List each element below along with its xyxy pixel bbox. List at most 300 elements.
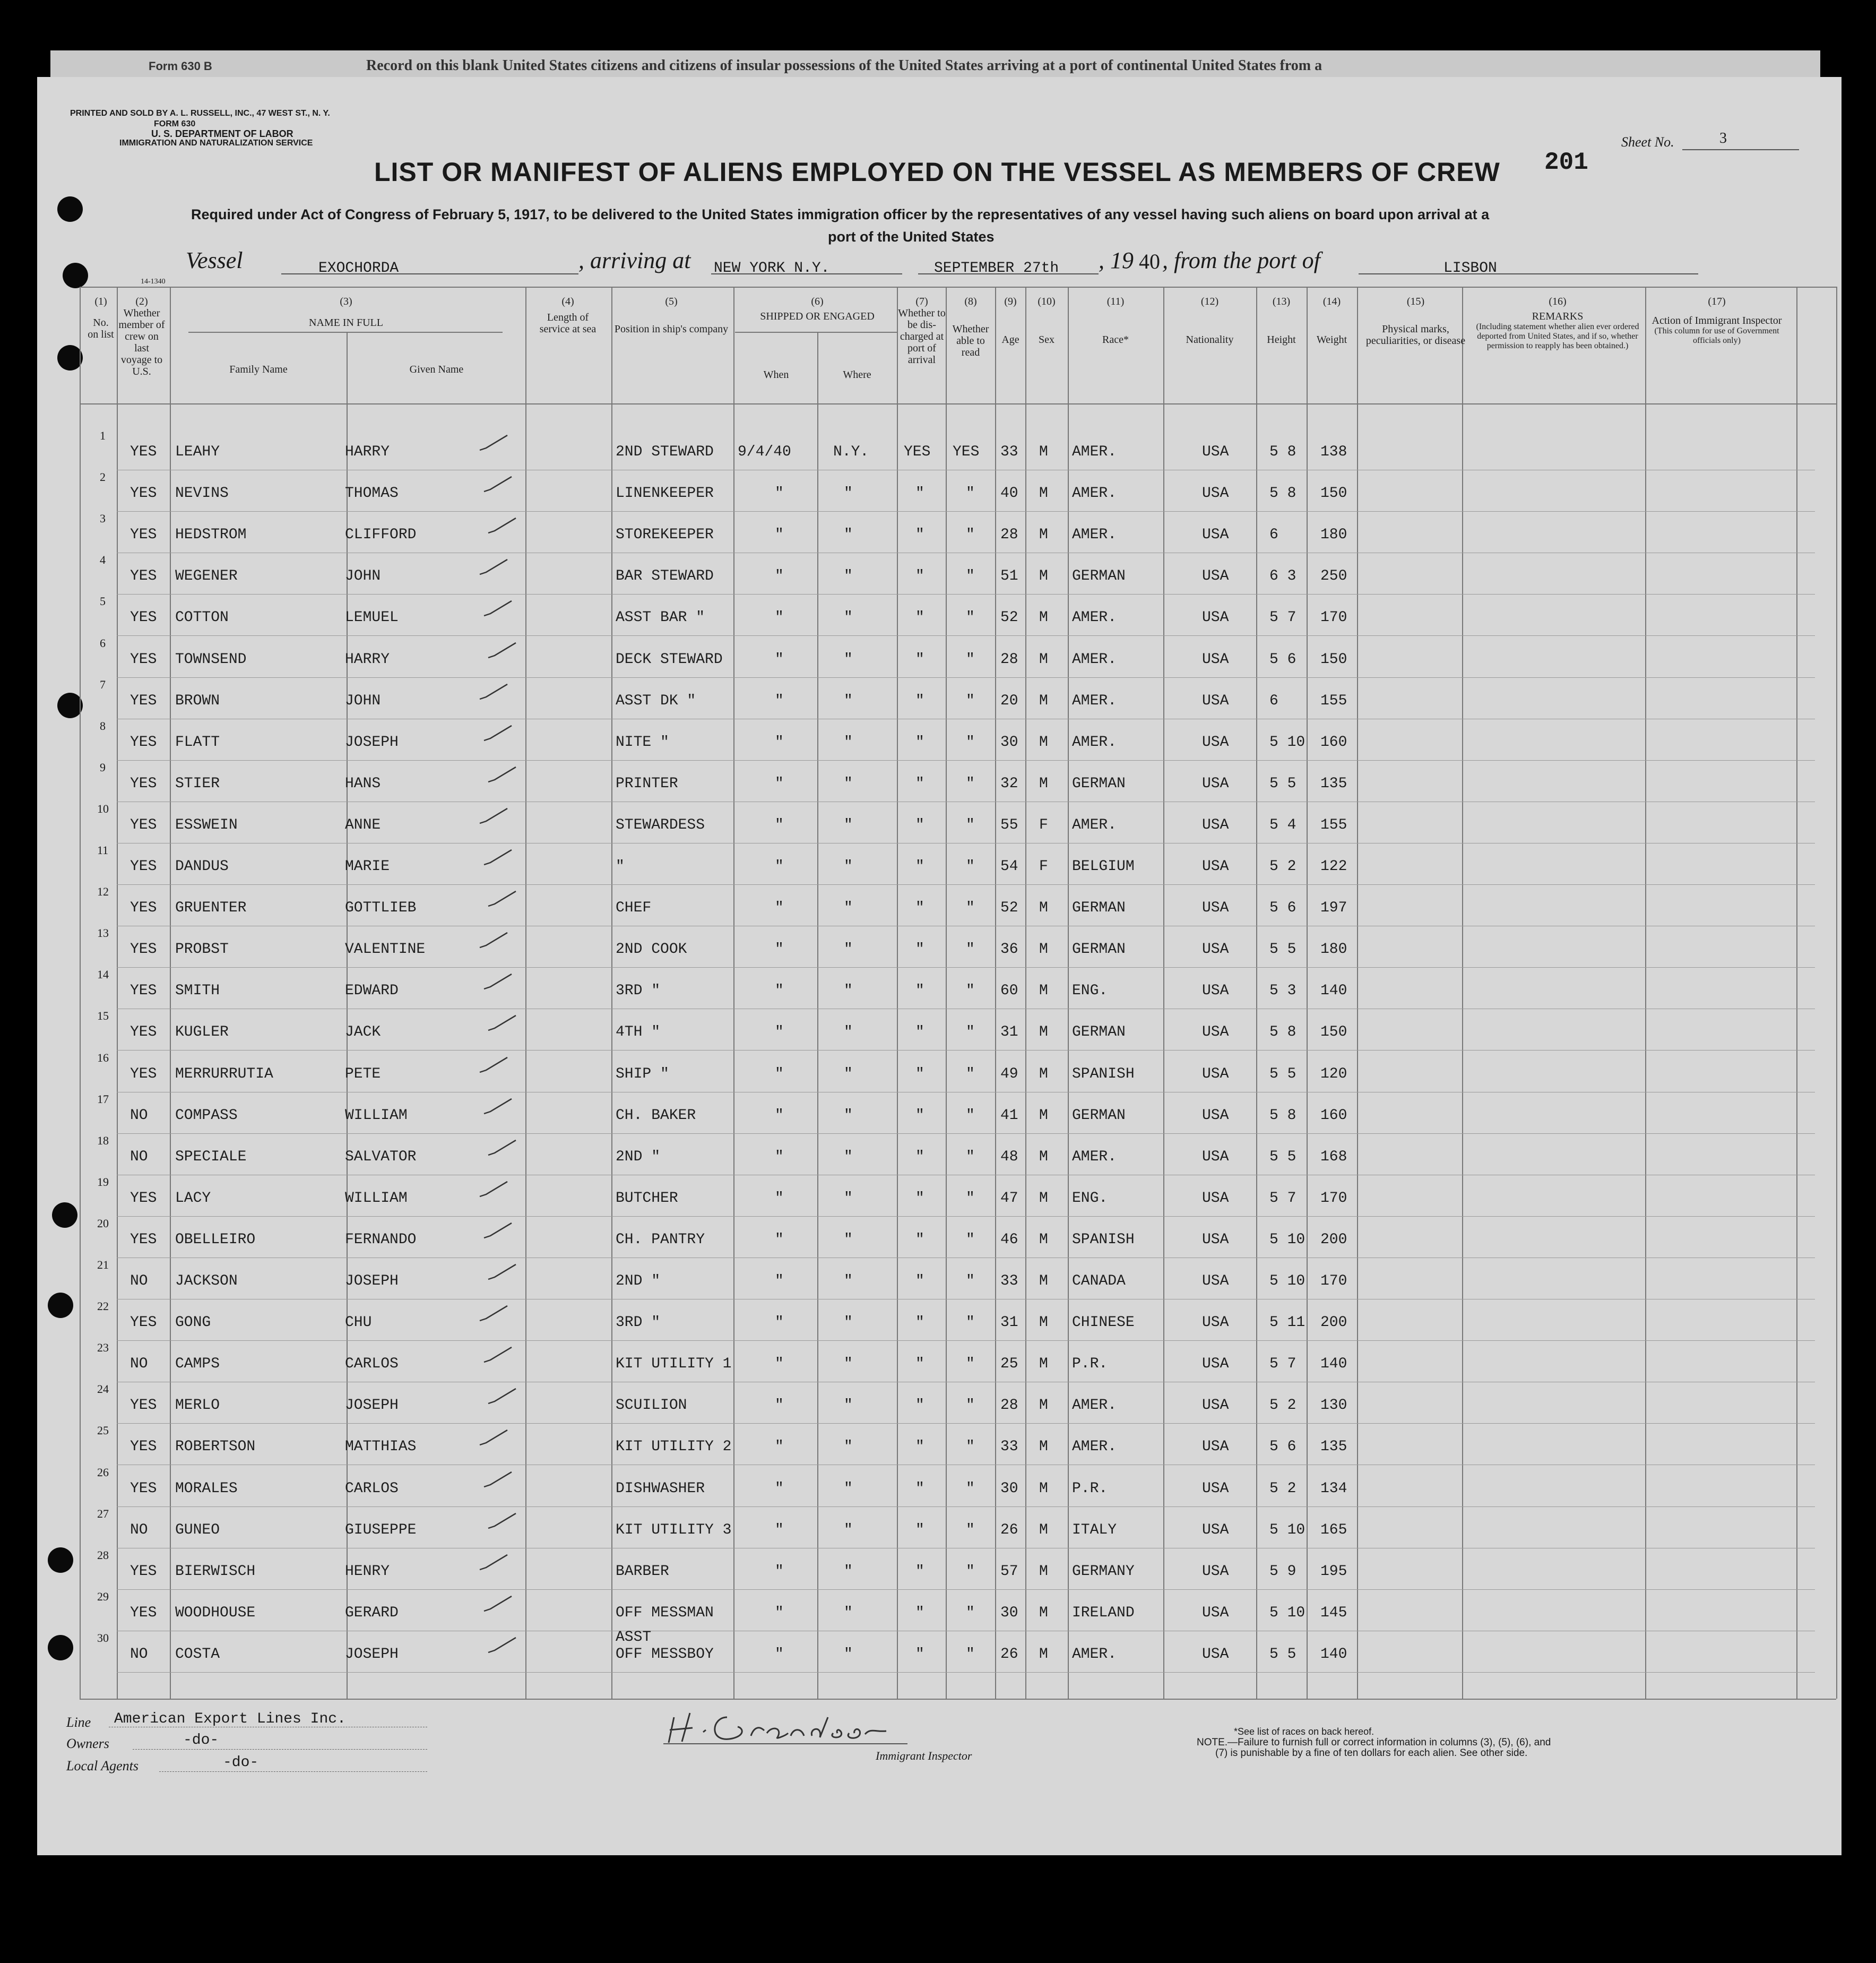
nationality-cell: USA [1202, 651, 1229, 668]
position-cell: 2ND STEWARD [616, 444, 714, 460]
check-mark-icon [486, 1634, 518, 1656]
position-cell: ASST DK " [616, 693, 696, 709]
where-header: Where [843, 369, 871, 381]
race-cell: AMER. [1072, 817, 1117, 833]
able-to-read-cell: " [966, 1273, 975, 1289]
shipped-where-cell: " [844, 651, 853, 668]
position-cell: ASST BAR " [616, 609, 705, 626]
shipped-when-cell: " [775, 527, 784, 543]
shipped-where-cell: " [844, 1563, 853, 1580]
able-to-read-cell: " [966, 900, 975, 916]
shipped-when-cell: " [775, 900, 784, 916]
owners-label: Owners [66, 1736, 109, 1751]
position-cell: KIT UTILITY 1 [616, 1356, 732, 1372]
discharged-cell: " [915, 693, 924, 709]
discharged-cell: " [915, 609, 924, 626]
discharged-cell: " [915, 568, 924, 584]
age-cell: 28 [1000, 527, 1018, 543]
when-header: When [763, 369, 789, 381]
check-mark-icon [486, 1012, 518, 1034]
race-cell: P.R. [1072, 1356, 1108, 1372]
punch-hole [63, 263, 88, 288]
nationality-cell: USA [1202, 817, 1229, 833]
shipped-where-cell: " [844, 1356, 853, 1372]
last-voyage-cell: YES [130, 1480, 157, 1497]
row-rule [117, 635, 1815, 636]
shipped-when-cell: " [775, 1480, 784, 1497]
col11-header: (11) Race* [1102, 296, 1129, 346]
row-rule [117, 1216, 1815, 1217]
shipped-where-cell: " [844, 1107, 853, 1124]
shipped-where-cell: " [844, 1522, 853, 1538]
nationality-cell: USA [1202, 1605, 1229, 1621]
table-row [37, 679, 1842, 719]
given-name-cell: HARRY [345, 651, 390, 668]
shipped-where-cell: " [844, 527, 853, 543]
position-cell: 3RD " [616, 983, 661, 999]
position-cell: DECK STEWARD [616, 651, 723, 668]
shipped-where-cell: " [844, 1480, 853, 1497]
height-cell: 5 8 [1269, 1024, 1296, 1040]
age-cell: 57 [1000, 1563, 1018, 1580]
check-mark-icon [482, 1469, 514, 1490]
position-cell: OFF MESSBOY [616, 1646, 714, 1663]
shipped-when-cell: " [775, 1605, 784, 1621]
owners-underline [133, 1749, 427, 1750]
table-row [37, 1259, 1842, 1299]
race-cell: ENG. [1072, 1190, 1108, 1207]
able-to-read-cell: " [966, 1356, 975, 1372]
nationality-cell: USA [1202, 858, 1229, 875]
position-cell-top: ASST [616, 1629, 652, 1646]
nationality-cell: USA [1202, 1190, 1229, 1207]
row-number: 12 [97, 885, 109, 898]
sex-cell: M [1039, 1439, 1048, 1455]
shipped-where-cell: " [844, 1190, 853, 1207]
height-cell: 5 2 [1269, 1480, 1296, 1497]
able-to-read-cell: " [966, 1107, 975, 1124]
race-cell: AMER. [1072, 1149, 1117, 1165]
row-number: 23 [97, 1341, 109, 1354]
check-mark-icon [486, 1261, 518, 1282]
row-number: 17 [97, 1092, 109, 1106]
family-name-cell: DANDUS [175, 858, 229, 875]
discharged-cell: " [915, 1149, 924, 1165]
table-row [37, 638, 1842, 678]
weight-cell: 200 [1320, 1232, 1347, 1248]
sex-cell: M [1039, 1190, 1048, 1207]
discharged-cell: " [915, 817, 924, 833]
family-name-cell: ESSWEIN [175, 817, 238, 833]
table-row [37, 1549, 1842, 1590]
row-number: 27 [97, 1507, 109, 1520]
note-races: *See list of races on back hereof. [1234, 1726, 1374, 1737]
shipped-where-cell: " [844, 1066, 853, 1082]
given-name-cell: VALENTINE [345, 941, 426, 958]
agents-label: Local Agents [66, 1758, 139, 1773]
table-row [37, 1629, 1842, 1673]
row-number: 8 [100, 719, 106, 733]
row-number: 15 [97, 1009, 109, 1022]
discharged-cell: " [915, 1273, 924, 1289]
given-name-cell: WILLIAM [345, 1107, 408, 1124]
nationality-cell: USA [1202, 527, 1229, 543]
weight-cell: 160 [1320, 734, 1347, 751]
row-number: 14 [97, 968, 109, 981]
sex-cell: M [1039, 609, 1048, 626]
shipped-where-cell: N.Y. [833, 444, 869, 460]
last-voyage-cell: YES [130, 1314, 157, 1331]
owners-value: -do- [183, 1732, 219, 1749]
discharged-cell: " [915, 1605, 924, 1621]
shipped-where-cell: " [844, 485, 853, 502]
punch-hole [57, 345, 83, 371]
col7-header: (7) Whether to be dis-charged at port of arrival [898, 296, 946, 366]
check-mark-icon [482, 1344, 514, 1365]
col8-header: (8) Whether able to read [952, 296, 989, 358]
sex-cell: M [1039, 1397, 1048, 1414]
check-mark-icon [486, 1385, 518, 1407]
col1-header: (1) No. on list [88, 296, 114, 340]
race-cell: BELGIUM [1072, 858, 1135, 875]
last-voyage-cell: YES [130, 941, 157, 958]
last-voyage-cell: NO [130, 1646, 148, 1663]
col17-header: (17) Action of Immigrant Inspector (This column for use of Government officials only) [1652, 296, 1782, 345]
height-cell: 5 5 [1269, 1066, 1296, 1082]
given-name-cell: GERARD [345, 1605, 399, 1621]
able-to-read-cell: " [966, 1646, 975, 1663]
family-name-cell: KUGLER [175, 1024, 229, 1040]
stamp-number: 201 [1544, 149, 1588, 176]
check-mark-icon [478, 1178, 509, 1200]
family-name-cell: LEAHY [175, 444, 220, 460]
sex-cell: F [1039, 817, 1048, 833]
sex-cell: M [1039, 444, 1048, 460]
nationality-cell: USA [1202, 1397, 1229, 1414]
able-to-read-cell: " [966, 1605, 975, 1621]
able-to-read-cell: " [966, 693, 975, 709]
shipped-where-cell: " [844, 1646, 853, 1663]
table-row [37, 845, 1842, 885]
height-cell: 5 8 [1269, 1107, 1296, 1124]
family-name-cell: NEVINS [175, 485, 229, 502]
able-to-read-cell: " [966, 1563, 975, 1580]
race-cell: AMER. [1072, 1397, 1117, 1414]
last-voyage-cell: NO [130, 1522, 148, 1538]
sex-cell: M [1039, 693, 1048, 709]
discharged-cell: " [915, 1190, 924, 1207]
row-number: 28 [97, 1548, 109, 1562]
check-mark-icon [486, 515, 518, 536]
shipped-where-cell: " [844, 1273, 853, 1289]
family-name-cell: STIER [175, 776, 220, 792]
able-to-read-cell: " [966, 941, 975, 958]
shipped-when-cell: " [775, 568, 784, 584]
shipped-when-cell: " [775, 1397, 784, 1414]
check-mark-icon [478, 1427, 509, 1448]
given-name-cell: MARIE [345, 858, 390, 875]
check-mark-icon [478, 1303, 509, 1324]
table-row [37, 1052, 1842, 1092]
sex-cell: M [1039, 485, 1048, 502]
year-prefix: , 19 [1099, 247, 1134, 273]
family-name-cell: MERLO [175, 1397, 220, 1414]
subtitle-line-2: port of the United States [828, 229, 995, 245]
height-cell: 5 7 [1269, 1190, 1296, 1207]
shipped-when-cell: " [775, 485, 784, 502]
able-to-read-cell: " [966, 1522, 975, 1538]
race-cell: AMER. [1072, 1646, 1117, 1663]
table-row [37, 1176, 1842, 1217]
table-top-border [80, 287, 1836, 288]
able-to-read-cell: " [966, 485, 975, 502]
given-name-cell: SALVATOR [345, 1149, 417, 1165]
sex-cell: M [1039, 1024, 1048, 1040]
age-cell: 47 [1000, 1190, 1018, 1207]
height-cell: 5 10 [1269, 1605, 1306, 1621]
given-name-cell: JOHN [345, 568, 381, 584]
race-cell: CANADA [1072, 1273, 1126, 1289]
family-name-cell: MORALES [175, 1480, 238, 1497]
family-name-cell: WOODHOUSE [175, 1605, 256, 1621]
age-cell: 54 [1000, 858, 1018, 875]
check-mark-icon [478, 929, 509, 951]
height-cell: 5 2 [1269, 858, 1296, 875]
weight-cell: 135 [1320, 1439, 1347, 1455]
row-rule [117, 511, 1815, 512]
shipped-where-cell: " [844, 609, 853, 626]
weight-cell: 150 [1320, 651, 1347, 668]
shipped-when-cell: " [775, 1563, 784, 1580]
weight-cell: 200 [1320, 1314, 1347, 1331]
family-name-cell: ROBERTSON [175, 1439, 256, 1455]
page-title: LIST OR MANIFEST OF ALIENS EMPLOYED ON THE VESSEL AS MEMBERS OF CREW [374, 157, 1500, 187]
row-number: 18 [97, 1134, 109, 1147]
row-number: 9 [100, 761, 106, 774]
position-cell: 3RD " [616, 1314, 661, 1331]
table-row [37, 927, 1842, 968]
height-cell: 5 5 [1269, 941, 1296, 958]
nationality-cell: USA [1202, 1273, 1229, 1289]
age-cell: 31 [1000, 1024, 1018, 1040]
family-name-cell: MERRURRUTIA [175, 1066, 273, 1082]
table-row [37, 430, 1842, 470]
race-cell: GERMAN [1072, 1107, 1126, 1124]
race-cell: CHINESE [1072, 1314, 1135, 1331]
age-cell: 30 [1000, 1480, 1018, 1497]
discharged-cell: " [915, 1522, 924, 1538]
discharged-cell: " [915, 1232, 924, 1248]
shipped-where-cell: " [844, 1314, 853, 1331]
table-row [37, 1218, 1842, 1258]
check-mark-icon [486, 640, 518, 661]
position-cell: " [616, 858, 625, 875]
nationality-cell: USA [1202, 900, 1229, 916]
given-name-cell: CARLOS [345, 1480, 399, 1497]
last-voyage-cell: YES [130, 568, 157, 584]
nationality-cell: USA [1202, 1356, 1229, 1372]
age-cell: 36 [1000, 941, 1018, 958]
age-cell: 30 [1000, 1605, 1018, 1621]
height-cell: 6 [1269, 527, 1278, 543]
discharged-cell: " [915, 1024, 924, 1040]
height-cell: 5 4 [1269, 817, 1296, 833]
position-cell: 2ND " [616, 1149, 661, 1165]
col16-header: (16) REMARKS (Including statement whether alien ever ordered deported from United States, and if so, whether permission to reapply has been obtained.) [1476, 296, 1639, 350]
row-number: 22 [97, 1299, 109, 1313]
given-name-cell: ANNE [345, 817, 381, 833]
last-voyage-cell: YES [130, 1024, 157, 1040]
height-cell: 5 10 [1269, 1232, 1306, 1248]
row-number: 6 [100, 636, 106, 650]
check-mark-icon [486, 1137, 518, 1158]
weight-cell: 120 [1320, 1066, 1347, 1082]
sheet-line [1682, 132, 1799, 150]
line-label: Line [66, 1715, 91, 1730]
discharged-cell: YES [904, 444, 931, 460]
form-number: FORM 630 [154, 119, 196, 128]
last-voyage-cell: YES [130, 609, 157, 626]
race-cell: GERMAN [1072, 568, 1126, 584]
position-cell: BAR STEWARD [616, 568, 714, 584]
family-name-cell: COTTON [175, 609, 229, 626]
shipped-when-cell: " [775, 1066, 784, 1082]
given-name-header: Given Name [409, 364, 464, 375]
shipped-when-cell: " [775, 941, 784, 958]
family-name-cell: SMITH [175, 983, 220, 999]
race-cell: AMER. [1072, 734, 1117, 751]
race-cell: AMER. [1072, 444, 1117, 460]
discharged-cell: " [915, 776, 924, 792]
able-to-read-cell: " [966, 568, 975, 584]
last-voyage-cell: YES [130, 734, 157, 751]
col4-header: (4) Length of service at sea [539, 296, 596, 335]
shipped-when-cell: " [775, 693, 784, 709]
check-mark-icon [478, 432, 509, 453]
position-cell: KIT UTILITY 2 [616, 1439, 732, 1455]
age-cell: 31 [1000, 1314, 1018, 1331]
discharged-cell: " [915, 1439, 924, 1455]
discharged-cell: " [915, 1066, 924, 1082]
height-cell: 5 5 [1269, 1149, 1296, 1165]
row-rule [117, 1133, 1815, 1134]
sex-cell: M [1039, 568, 1048, 584]
sex-cell: M [1039, 1605, 1048, 1621]
col15-header: (15) Physical marks, peculiarities, or disease [1365, 296, 1466, 347]
last-voyage-cell: YES [130, 1066, 157, 1082]
table-row [37, 1094, 1842, 1134]
height-cell: 5 6 [1269, 651, 1296, 668]
height-cell: 5 8 [1269, 444, 1296, 460]
table-row [37, 762, 1842, 802]
sex-cell: M [1039, 734, 1048, 751]
row-rule [117, 1506, 1815, 1507]
note-line-2: (7) is punishable by a fine of ten dollars for each alien. See other side. [1215, 1747, 1528, 1759]
last-voyage-cell: YES [130, 485, 157, 502]
height-cell: 5 2 [1269, 1397, 1296, 1414]
able-to-read-cell: " [966, 1314, 975, 1331]
discharged-cell: " [915, 941, 924, 958]
able-to-read-cell: " [966, 527, 975, 543]
row-number: 16 [97, 1051, 109, 1064]
row-number: 1 [100, 429, 106, 442]
sex-cell: M [1039, 1356, 1048, 1372]
height-cell: 5 7 [1269, 1356, 1296, 1372]
age-cell: 48 [1000, 1149, 1018, 1165]
discharged-cell: " [915, 651, 924, 668]
sex-cell: M [1039, 776, 1048, 792]
weight-cell: 140 [1320, 983, 1347, 999]
race-cell: P.R. [1072, 1480, 1108, 1497]
shipped-when-cell: " [775, 858, 784, 875]
sex-cell: M [1039, 1066, 1048, 1082]
col13-header: (13) Height [1267, 296, 1296, 346]
nationality-cell: USA [1202, 693, 1229, 709]
given-name-cell: HARRY [345, 444, 390, 460]
table-bottom-border [80, 1699, 1836, 1700]
check-mark-icon [486, 764, 518, 785]
position-cell: CH. PANTRY [616, 1232, 705, 1248]
age-cell: 46 [1000, 1232, 1018, 1248]
age-cell: 26 [1000, 1522, 1018, 1538]
table-row [37, 1425, 1842, 1465]
subtitle-line-1: Required under Act of Congress of February 5, 1917, to be delivered to the United States immigration officer by the representatives of any vessel having such aliens on board upon arrival at a [191, 206, 1490, 222]
position-cell: DISHWASHER [616, 1480, 705, 1497]
check-mark-icon [482, 722, 514, 744]
family-name-cell: JACKSON [175, 1273, 238, 1289]
discharged-cell: " [915, 734, 924, 751]
given-name-cell: GIUSEPPE [345, 1522, 417, 1538]
table-row [37, 513, 1842, 553]
position-cell: LINENKEEPER [616, 485, 714, 502]
given-name-cell: CARLOS [345, 1356, 399, 1372]
nationality-cell: USA [1202, 941, 1229, 958]
last-voyage-cell: YES [130, 527, 157, 543]
from-port-underline [1359, 257, 1698, 274]
family-name-cell: GONG [175, 1314, 211, 1331]
last-voyage-cell: YES [130, 1232, 157, 1248]
sheet-label: Sheet No. [1621, 134, 1674, 150]
row-number: 4 [100, 553, 106, 566]
weight-cell: 170 [1320, 1190, 1347, 1207]
check-mark-icon [478, 681, 509, 702]
nationality-cell: USA [1202, 776, 1229, 792]
position-cell: STOREKEEPER [616, 527, 714, 543]
nationality-cell: USA [1202, 1314, 1229, 1331]
row-rule [117, 1423, 1815, 1424]
shipped-when-cell: " [775, 776, 784, 792]
weight-cell: 195 [1320, 1563, 1347, 1580]
weight-cell: 138 [1320, 444, 1347, 460]
race-cell: AMER. [1072, 485, 1117, 502]
height-cell: 5 10 [1269, 1522, 1306, 1538]
row-number: 10 [97, 802, 109, 815]
shipped-when-cell: " [775, 1024, 784, 1040]
arrival-year: 40 [1139, 249, 1160, 273]
shipped-where-cell: " [844, 1024, 853, 1040]
height-cell: 5 3 [1269, 983, 1296, 999]
able-to-read-cell: " [966, 1190, 975, 1207]
age-cell: 51 [1000, 568, 1018, 584]
family-name-cell: PROBST [175, 941, 229, 958]
weight-cell: 155 [1320, 693, 1347, 709]
from-port: LISBON [1443, 260, 1497, 277]
shipped-where-cell: " [844, 1605, 853, 1621]
given-name-cell: CHU [345, 1314, 372, 1331]
col3-subline [188, 332, 503, 333]
arrival-date: SEPTEMBER 27th [934, 260, 1059, 277]
weight-cell: 168 [1320, 1149, 1347, 1165]
